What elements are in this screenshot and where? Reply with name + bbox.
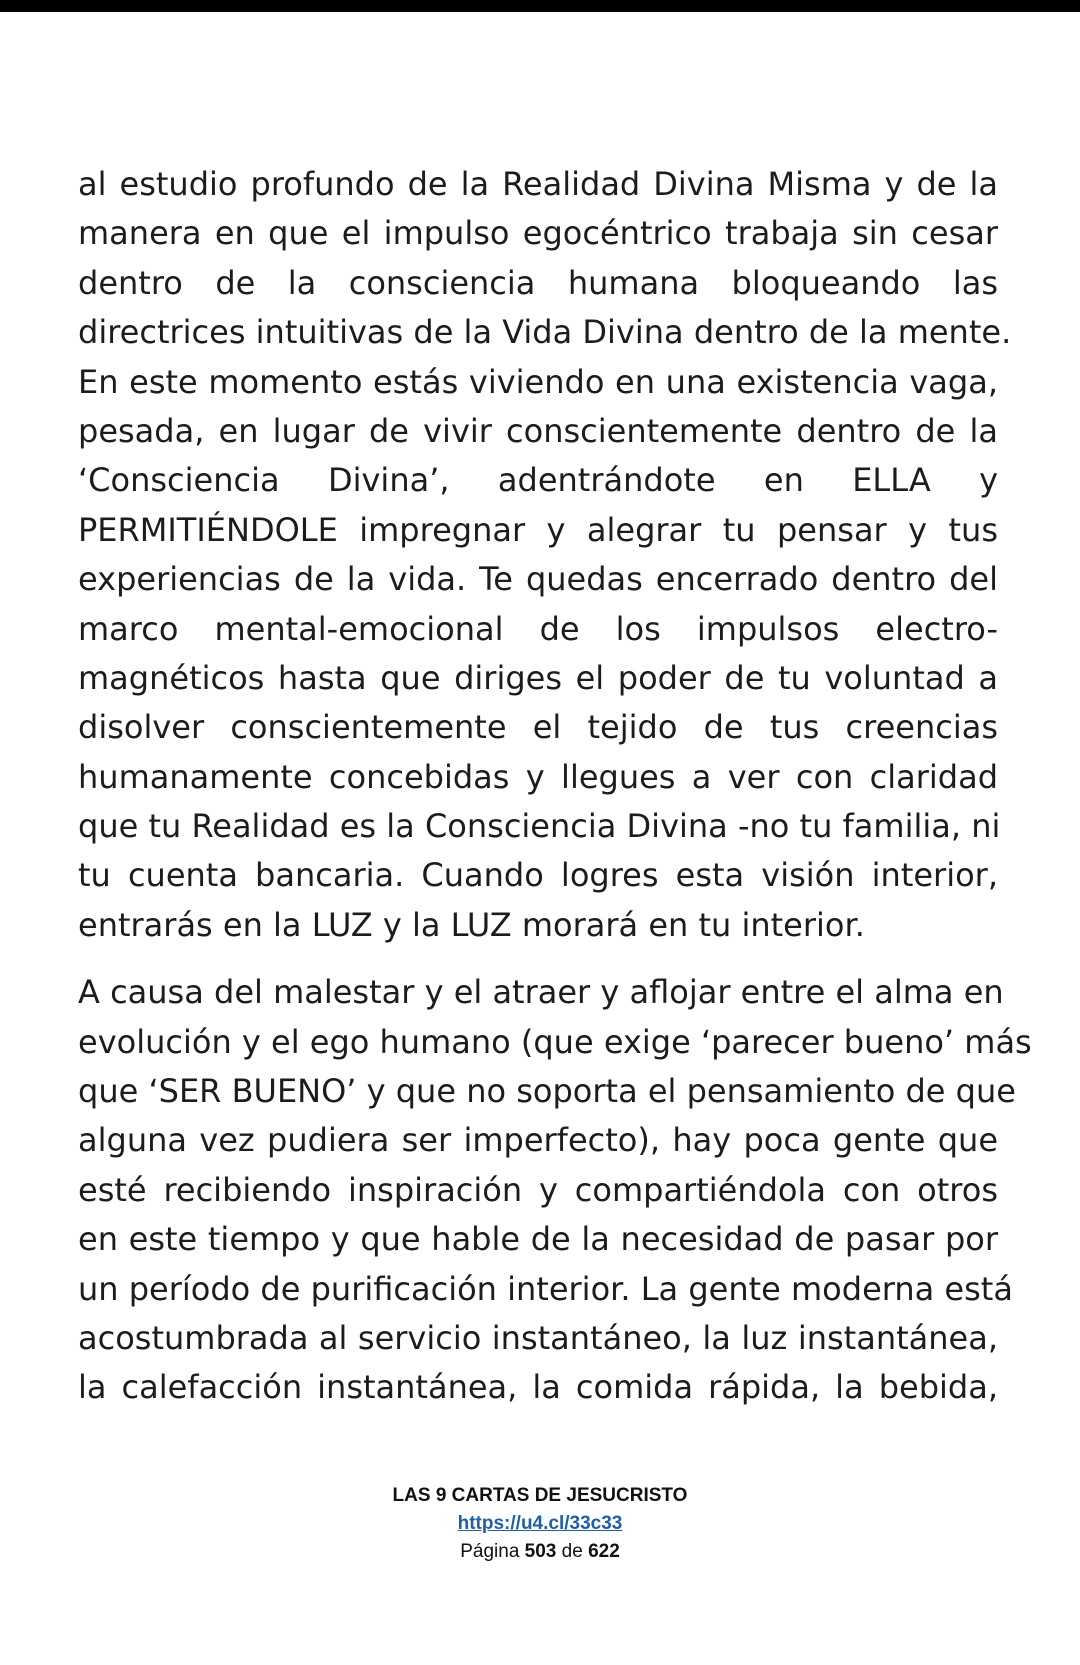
page-body — [78, 160, 1032, 1413]
text-line: en este tiempo y que hable de la necesidad de pasar por — [78, 1220, 998, 1259]
total-pages: 622 — [588, 1541, 620, 1562]
text-line: A causa del malestar y el atraer y aflojar entre el alma en — [78, 973, 1004, 1012]
text-line: directrices intuitivas de la Vida Divina dentro de la mente. — [78, 313, 1012, 352]
text-line: un período de purificación interior. La gente moderna está — [78, 1269, 1013, 1308]
book-title: LAS 9 CARTAS DE JESUCRISTO — [392, 1485, 688, 1506]
text-line: entrarás en la LUZ y la LUZ morará en tu interior. — [78, 905, 865, 944]
text-line: experiencias de la vida. Te quedas encerrado dentro del — [78, 560, 998, 599]
book-link[interactable]: https://u4.cl/33c33 — [457, 1513, 623, 1534]
text-line: PERMITIÉNDOLE impregnar y alegrar tu pensar y tus — [78, 510, 998, 549]
text-line: En este momento estás viviendo en una existencia vaga, — [78, 362, 998, 401]
text-line: acostumbrada al servicio instantáneo, la luz instantánea, — [78, 1318, 998, 1357]
book-link-row — [0, 1510, 1080, 1538]
text-line: dentro de la consciencia humana bloqueando las — [78, 263, 998, 302]
page-number — [0, 1538, 1080, 1566]
top-border — [0, 0, 1080, 12]
text-line: manera en que el impulso egocéntrico trabaja sin cesar — [78, 214, 998, 253]
text-line: la calefacción instantánea, la comida rápida, la bebida, — [78, 1368, 998, 1407]
text-line: pesada, en lugar de vivir conscientemente dentro de la — [78, 411, 998, 450]
paragraph-2 — [78, 968, 1032, 1413]
text-line: ‘Consciencia Divina’, adentrándote en ELLA y — [78, 461, 998, 500]
text-line: evolución y el ego humano (que exige ‘parecer bueno’ más — [78, 1022, 1032, 1061]
paragraph-gap — [78, 950, 998, 968]
text-line: humanamente concebidas y llegues a ver con claridad — [78, 757, 998, 796]
text-line: disolver conscientemente el tejido de tus creencias — [78, 708, 998, 747]
current-page: 503 — [524, 1541, 557, 1562]
paragraph-1 — [78, 160, 1012, 950]
page-footer — [0, 1482, 1080, 1566]
page-of: de — [561, 1541, 583, 1562]
text-line: esté recibiendo inspiración y compartiéndola con otros — [78, 1170, 998, 1209]
text-line: marco mental-emocional de los impulsos electro- — [78, 609, 998, 648]
text-line: que tu Realidad es la Consciencia Divina -no tu familia, ni — [78, 807, 1001, 846]
text-line: al estudio profundo de la Realidad Divina Misma y de la — [78, 165, 998, 203]
text-line: que ‘SER BUENO’ y que no soporta el pensamiento de que — [78, 1072, 1016, 1111]
page-prefix: Página — [460, 1541, 520, 1562]
text-line: tu cuenta bancaria. Cuando logres esta visión interior, — [78, 856, 998, 895]
text-line: alguna vez pudiera ser imperfecto), hay poca gente que — [78, 1121, 998, 1160]
text-line: magnéticos hasta que diriges el poder de tu voluntad a — [78, 658, 998, 697]
